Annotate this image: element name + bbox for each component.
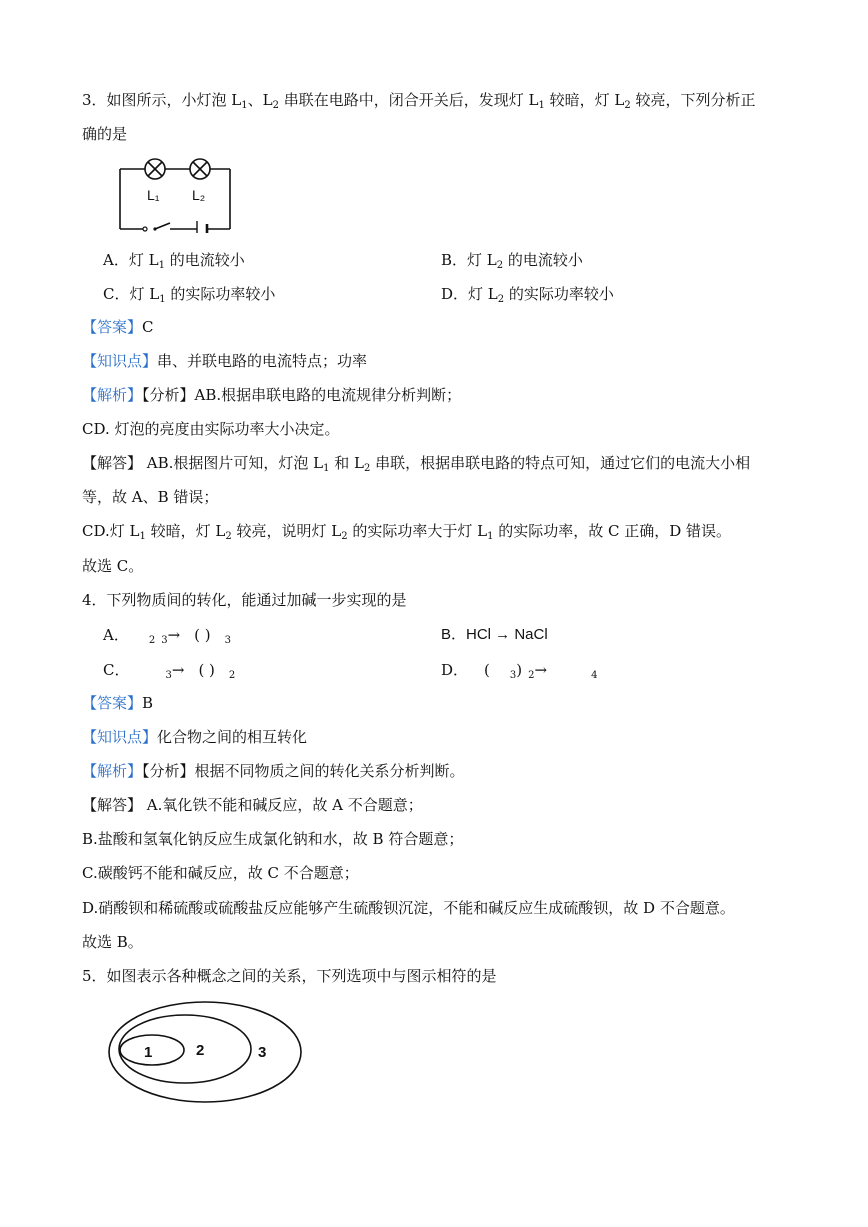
- q3-conclusion: 故选 C。: [82, 557, 144, 575]
- ellipse-label-1: 1: [144, 1044, 153, 1061]
- q3-option-c[interactable]: C．灯 $L_1$ 的实际功率较小: [103, 285, 276, 305]
- ellipse-label-3: 3: [258, 1044, 267, 1061]
- q3-analysis-2: CD. 灯泡的亮度由实际功率大小决定。: [82, 420, 340, 438]
- bulb-l2-icon: [190, 159, 210, 179]
- q4-option-d[interactable]: D． ( $_3$) $_2$→ $_4$: [441, 661, 598, 681]
- q3-stem-line1: 3．如图所示，小灯泡 $L_1$、$L_2$ 串联在电路中，闭合开关后，发现灯 $L_1$ 较暗，灯 $L_2$ 较亮，下列分析正: [82, 91, 756, 111]
- q4-answer: 【答案】B: [82, 694, 154, 712]
- q4-option-c[interactable]: C． $_3$→ ( ) $_2$: [103, 661, 236, 681]
- bulb-l2-label: L₂: [192, 187, 206, 203]
- nested-ellipses-diagram: [105, 1000, 305, 1110]
- q4-option-b[interactable]: B．HCl → NaCl: [441, 626, 548, 643]
- q4-solution-line1: 【解答】 A.氧化铁不能和碱反应，故 A 不合题意；: [82, 796, 423, 814]
- q4-option-a[interactable]: A． $_2$ $_3$→ ( ) $_3$: [103, 626, 232, 646]
- bulb-l1-label: L₁: [147, 187, 160, 203]
- q4-solution-line2: B.盐酸和氢氧化钠反应生成氯化钠和水，故 B 符合题意；: [82, 830, 464, 848]
- q4-knowledge: 【知识点】化合物之间的相互转化: [82, 728, 308, 746]
- q3-option-a[interactable]: A．灯 $L_1$ 的电流较小: [103, 251, 245, 271]
- q4-stem: 4．下列物质间的转化，能通过加碱一步实现的是: [82, 591, 407, 609]
- series-circuit-diagram: [115, 153, 235, 233]
- middle-ellipse: [119, 1015, 251, 1083]
- q4-solution-line3: C.碳酸钙不能和碱反应，故 C 不合题意；: [82, 864, 359, 882]
- ellipse-label-2: 2: [196, 1042, 205, 1059]
- q3-solution-line1: 【解答】 AB.根据图片可知，灯泡 $L_1$ 和 $L_2$ 串联，根据串联电路的特点可知，通过它们的电流大小相: [82, 454, 751, 474]
- q3-knowledge: 【知识点】串、并联电路的电流特点；功率: [82, 352, 368, 370]
- q3-solution-line2: 等，故 A、B 错误；: [82, 488, 219, 506]
- q4-solution-line4: D.硝酸钡和稀硫酸或硫酸盐反应能够产生硫酸钡沉淀，不能和碱反应生成硫酸钡，故 D 不合题意。: [82, 899, 735, 917]
- q3-answer: 【答案】C: [82, 318, 154, 336]
- bulb-l1-icon: [145, 159, 165, 179]
- q3-option-d[interactable]: D．灯 $L_2$ 的实际功率较小: [441, 285, 614, 305]
- q3-stem-line2: 确的是: [82, 125, 128, 143]
- q3-solution-line3: CD.灯 $L_1$ 较暗，灯 $L_2$ 较亮，说明灯 $L_2$ 的实际功率大于灯 $L_1$ 的实际功率，故 C 正确，D 错误。: [82, 522, 732, 542]
- q3-analysis: 【解析】【分析】AB.根据串联电路的电流规律分析判断；: [82, 386, 462, 404]
- q5-stem: 5．如图表示各种概念之间的关系，下列选项中与图示相符的是: [82, 967, 497, 985]
- q4-analysis: 【解析】【分析】根据不同物质之间的转化关系分析判断。: [82, 762, 465, 780]
- q3-option-b[interactable]: B．灯 $L_2$ 的电流较小: [441, 251, 583, 271]
- q4-conclusion: 故选 B。: [82, 933, 143, 951]
